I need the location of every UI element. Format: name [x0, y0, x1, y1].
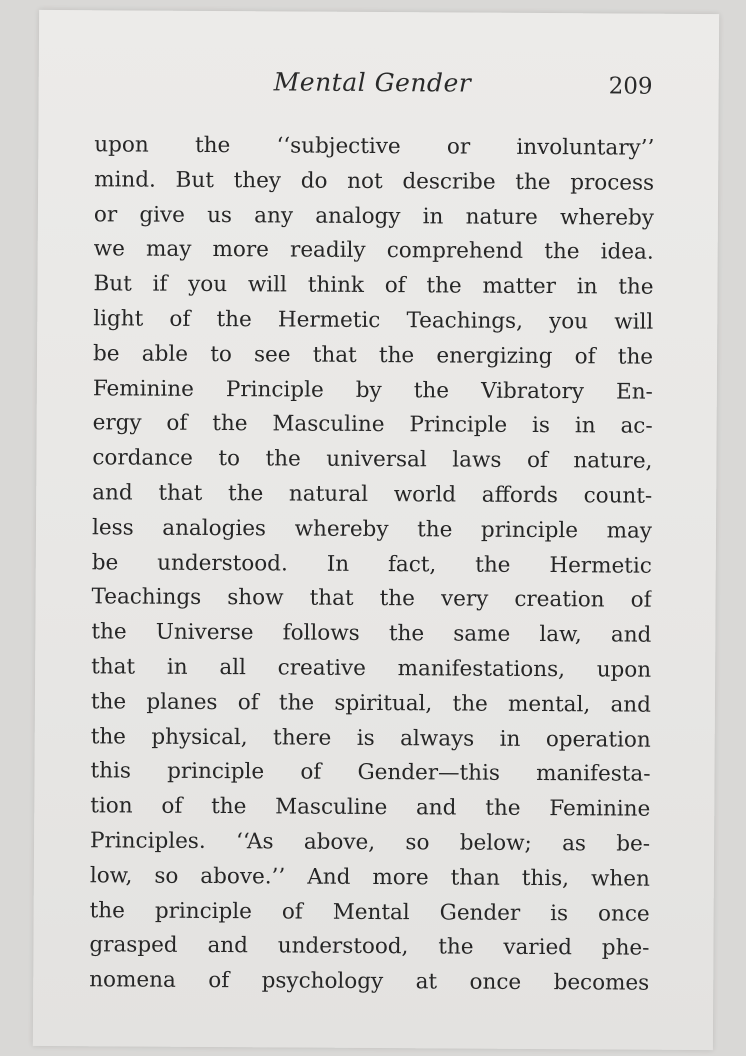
text-line: But if you will think of the matter in the	[93, 271, 654, 300]
book-page	[33, 10, 719, 1050]
running-title: Mental Gender	[273, 67, 472, 98]
text-line: grasped and understood, the varied phe-	[89, 932, 650, 962]
text-line: that in all creative manifestations, upon	[91, 654, 652, 683]
text-line: this principle of Gender—this manifesta-	[90, 758, 651, 788]
text-line: low, so above.’’ And more than this, when	[89, 862, 650, 892]
text-line: be able to see that the energizing of the	[92, 341, 654, 370]
text-line: mind. But they do not describe the process	[94, 167, 655, 196]
text-line: the Universe follows the same law, and	[91, 619, 652, 648]
text-line: cordance to the universal laws of nature,	[92, 445, 653, 474]
page-header	[39, 66, 719, 106]
text-line: the principle of Mental Gender is once	[89, 897, 650, 927]
text-line: tion of the Masculine and the Feminine	[90, 793, 651, 822]
text-line: we may more readily comprehend the idea.	[93, 236, 654, 266]
text-line: ergy of the Masculine Principle is in ac-	[92, 410, 653, 440]
text-line: upon the ‘‘subjective or involuntary’’	[94, 132, 655, 161]
text-line: nomena of psychology at once becomes	[89, 967, 650, 996]
text-line: Principles. ‘‘As above, so below; as be-	[90, 828, 651, 857]
text-line: and that the natural world affords count-	[92, 480, 653, 509]
text-line: the planes of the spiritual, the mental, and	[90, 689, 652, 718]
page-number: 209	[608, 73, 653, 100]
body-text	[89, 128, 654, 1001]
text-line: Feminine Principle by the Vibratory En-	[92, 375, 653, 405]
text-line: Teachings show that the very creation of	[91, 584, 652, 614]
text-line: the physical, there is always in operation	[90, 723, 651, 753]
text-line: less analogies whereby the principle may	[91, 515, 653, 544]
text-line: be understood. In fact, the Hermetic	[91, 549, 652, 579]
text-line: or give us any analogy in nature whereby	[93, 201, 654, 231]
text-line: light of the Hermetic Teachings, you will	[93, 306, 654, 335]
